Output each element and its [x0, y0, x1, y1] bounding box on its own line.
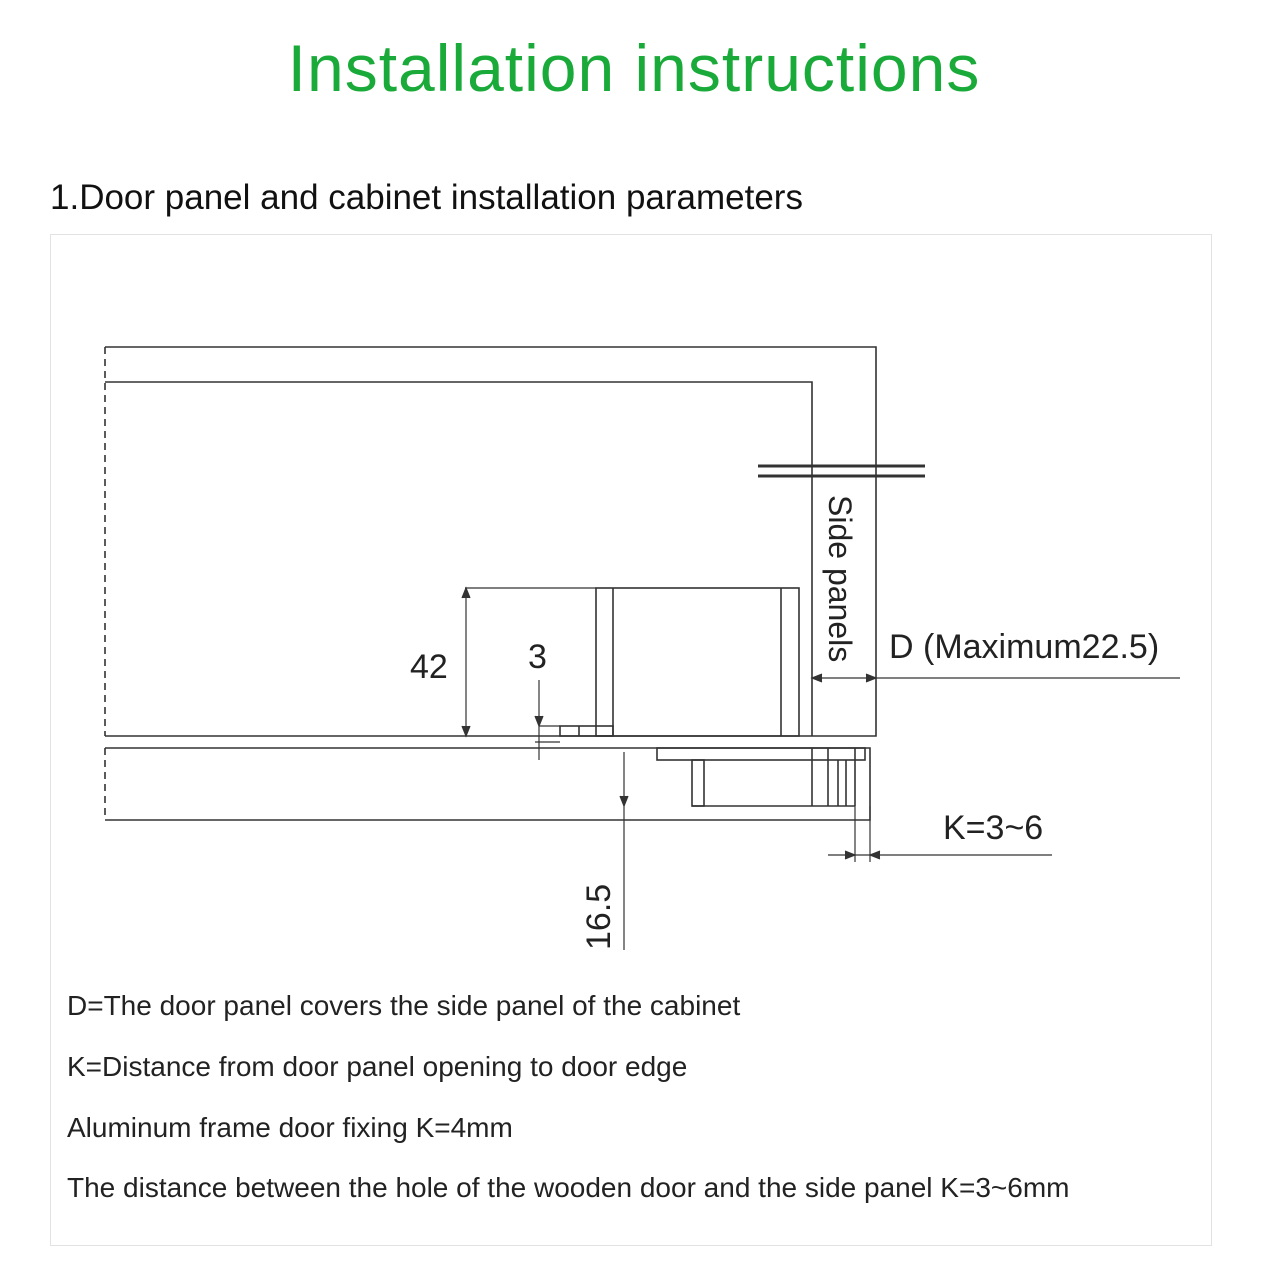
door-panel: [105, 748, 870, 820]
note-aluminum-frame: Aluminum frame door fixing K=4mm: [67, 1112, 513, 1143]
note-k-definition: K=Distance from door panel opening to door edge: [67, 1051, 688, 1082]
page-title: Installation instructions: [287, 31, 981, 105]
note-wooden-door: The distance between the hole of the wooden door and the side panel K=3~6mm: [67, 1172, 1070, 1203]
section-title: 1.Door panel and cabinet installation parameters: [50, 178, 803, 217]
dim-16-5-lines: [620, 752, 628, 950]
dim-16-5-label: 16.5: [580, 883, 618, 950]
dim-3-label: 3: [528, 638, 547, 676]
break-lines: [758, 466, 925, 476]
hinge-box: [560, 588, 799, 736]
dim-42-label: 42: [410, 648, 448, 686]
side-panels-label: Side panels: [822, 495, 858, 663]
cabinet-outline: [105, 347, 876, 736]
d-max-label: D (Maximum22.5): [889, 628, 1160, 666]
dim-d-lines: [812, 674, 1180, 682]
k-range-label: K=3~6: [943, 809, 1044, 847]
note-d-definition: D=The door panel covers the side panel of the cabinet: [67, 990, 741, 1021]
